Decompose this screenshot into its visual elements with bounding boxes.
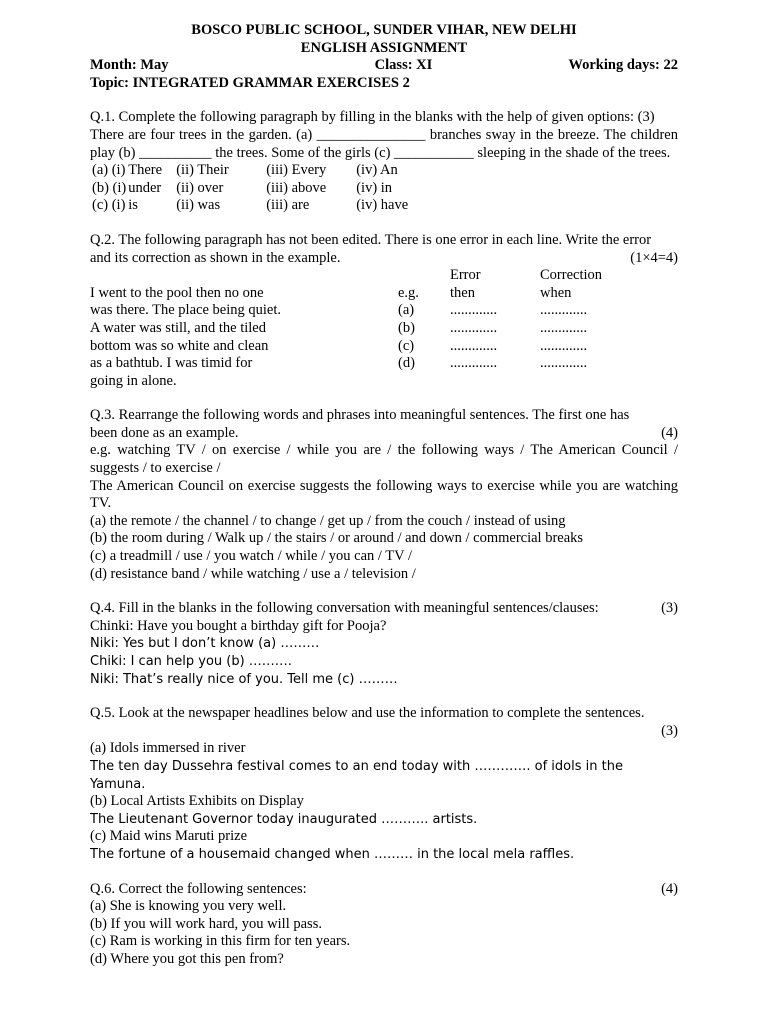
q2-line-text: going in alone. — [90, 372, 177, 389]
q4-dialogue-line: Chiki: I can help you (b) ………. — [90, 654, 292, 669]
question-4 — [90, 600, 678, 688]
q2-line-label: (b) — [398, 319, 415, 336]
q2-line-label: (a) — [398, 302, 415, 319]
option-i: is — [128, 197, 138, 214]
q3-example: e.g. watching TV / on exercise / while you are / the following ways / The American Council / suggests / to exercise / — [90, 442, 678, 477]
question-6 — [90, 881, 678, 969]
q6-prompt-row — [90, 881, 678, 899]
q2-error-cell: ............. — [450, 337, 498, 354]
topic-label: Topic: INTEGRATED GRAMMAR EXERCISES 2 — [90, 74, 410, 91]
option-ii: (ii) over — [176, 179, 224, 196]
option-iv: (iv) in — [356, 179, 393, 196]
q6-item: (d) Where you got this pen from? — [90, 950, 284, 967]
q4-dialogue-line: Chinki: Have you bought a birthday gift for Pooja? — [90, 617, 387, 634]
question-3 — [90, 407, 678, 583]
q2-error-cell — [450, 373, 540, 391]
q3-item: (a) the remote / the channel / to change / get up / from the couch / instead of using — [90, 512, 566, 529]
option-iv: (iv) An — [356, 162, 398, 179]
q2-line-label: (d) — [398, 355, 415, 372]
q6-item: (c) Ram is working in this firm for ten years. — [90, 933, 351, 950]
q5-sentence: The Lieutenant Governor today inaugurated ……….. artists. — [90, 811, 478, 827]
q2-correction-cell: ............. — [540, 355, 588, 372]
class-label: Class: XI — [374, 57, 433, 74]
option-label: (c) (i) — [92, 197, 126, 214]
option-label: (b) (i) — [92, 179, 127, 196]
option-iv: (iv) have — [356, 197, 409, 214]
option-iii: (iii) Every — [266, 162, 327, 179]
q1-option-row — [92, 180, 418, 198]
q2-line-label: (c) — [398, 337, 415, 354]
q5-headline: (a) Idols immersed in river — [90, 740, 246, 757]
q2-correction-cell: ............. — [540, 319, 588, 336]
q2-error-cell: ............. — [450, 355, 498, 372]
q2-line-text: as a bathtub. I was timid for — [90, 355, 253, 372]
q5-headline: (c) Maid wins Maruti prize — [90, 828, 248, 845]
q5-marks: (3) — [661, 722, 678, 739]
q4-dialogue-line: Niki: Yes but I don’t know (a) ……… — [90, 636, 320, 652]
q3-item: (b) the room during / Walk up / the stairs / or around / and down / commercial breaks — [90, 530, 584, 547]
q1-option-row — [92, 197, 418, 215]
q2-error-cell: then — [450, 284, 475, 301]
option-ii: (ii) Their — [176, 162, 229, 179]
option-i: There — [128, 162, 163, 179]
q2-prompt-line1: Q.2. The following paragraph has not been edited. There is one error in each line. Write the error — [90, 231, 652, 248]
question-2 — [90, 232, 678, 390]
q5-prompt: Q.5. Look at the newspaper headlines below and use the information to complete the sentences. — [90, 705, 645, 722]
q2-line-label — [398, 373, 450, 391]
q2-prompt-line2-row — [90, 250, 678, 268]
option-i: under — [128, 179, 162, 196]
q2-line-text: was there. The place being quiet. — [90, 302, 281, 319]
q2-line-text: bottom was so white and clean — [90, 337, 269, 354]
header-meta-row — [90, 57, 678, 75]
working-days-label: Working days: 22 — [568, 57, 678, 74]
q2-prompt-line2: and its correction as shown in the example. — [90, 249, 341, 266]
q2-table — [90, 267, 678, 390]
q2-marks: (1×4=4) — [630, 249, 678, 266]
q2-correction-cell: ............. — [540, 337, 588, 354]
option-label: (a) (i) — [92, 162, 126, 179]
q6-item: (a) She is knowing you very well. — [90, 898, 287, 915]
q2-line-text: A water was still, and the tiled — [90, 319, 266, 336]
q4-marks: (3) — [661, 600, 678, 617]
q2-line-label: e.g. — [398, 284, 419, 301]
q3-prompt-line2-row — [90, 425, 678, 443]
q6-marks: (4) — [661, 880, 678, 897]
q6-item: (b) If you will work hard, you will pass. — [90, 915, 322, 932]
school-name: BOSCO PUBLIC SCHOOL, SUNDER VIHAR, NEW DELHI — [191, 22, 577, 38]
q5-sentence: The ten day Dussehra festival comes to an end today with …………. of idols in the Yamuna. — [90, 758, 623, 792]
q3-item: (c) a treadmill / use / you watch / while / you can / TV / — [90, 548, 413, 565]
option-iii: (iii) above — [266, 179, 327, 196]
question-1 — [90, 109, 678, 215]
q5-sentence: The fortune of a housemaid changed when ……… in the local mela raffles. — [90, 846, 575, 862]
assignment-title: ENGLISH ASSIGNMENT — [300, 39, 468, 56]
q2-line-text: I went to the pool then no one — [90, 284, 264, 301]
question-5 — [90, 705, 678, 863]
month-label: Month: May — [90, 57, 169, 74]
q3-answer: The American Council on exercise suggests the following ways to exercise while you are watching TV. — [90, 477, 678, 512]
q2-error-cell: ............. — [450, 302, 498, 319]
q1-option-row — [92, 162, 418, 180]
q1-prompt: Q.1. Complete the following paragraph by filling in the blanks with the help of given options: (3) — [90, 109, 655, 126]
option-iii: (iii) are — [266, 197, 310, 214]
q2-col-error: Error — [450, 267, 481, 284]
q2-correction-cell: ............. — [540, 302, 588, 319]
q3-prompt-line2: been done as an example. — [90, 424, 239, 441]
q2-error-cell: ............. — [450, 319, 498, 336]
q4-prompt: Q.4. Fill in the blanks in the following conversation with meaningful sentences/clauses: — [90, 600, 599, 617]
q1-paragraph: There are four trees in the garden. (a) _______________ branches sway in the breeze. The children play (b) __________ the trees. Some of the girls (c) ___________ sleeping in the shade of the trees. — [90, 126, 678, 161]
q6-prompt: Q.6. Correct the following sentences: — [90, 880, 307, 897]
q3-prompt-line1: Q.3. Rearrange the following words and phrases into meaningful sentences. The first one has — [90, 407, 630, 424]
q2-correction-cell: when — [540, 284, 572, 301]
q2-col-correction: Correction — [540, 267, 603, 284]
q1-options-table — [92, 162, 418, 215]
q4-dialogue-line: Niki: That’s really nice of you. Tell me (c) ……… — [90, 671, 398, 687]
option-ii: (ii) was — [176, 197, 221, 214]
q3-item: (d) resistance band / while watching / use a / television / — [90, 565, 416, 582]
q2-correction-cell — [540, 373, 630, 391]
worksheet-page — [90, 22, 678, 969]
q4-prompt-row — [90, 600, 678, 618]
q3-marks: (4) — [661, 424, 678, 441]
q5-headline: (b) Local Artists Exhibits on Display — [90, 793, 304, 810]
